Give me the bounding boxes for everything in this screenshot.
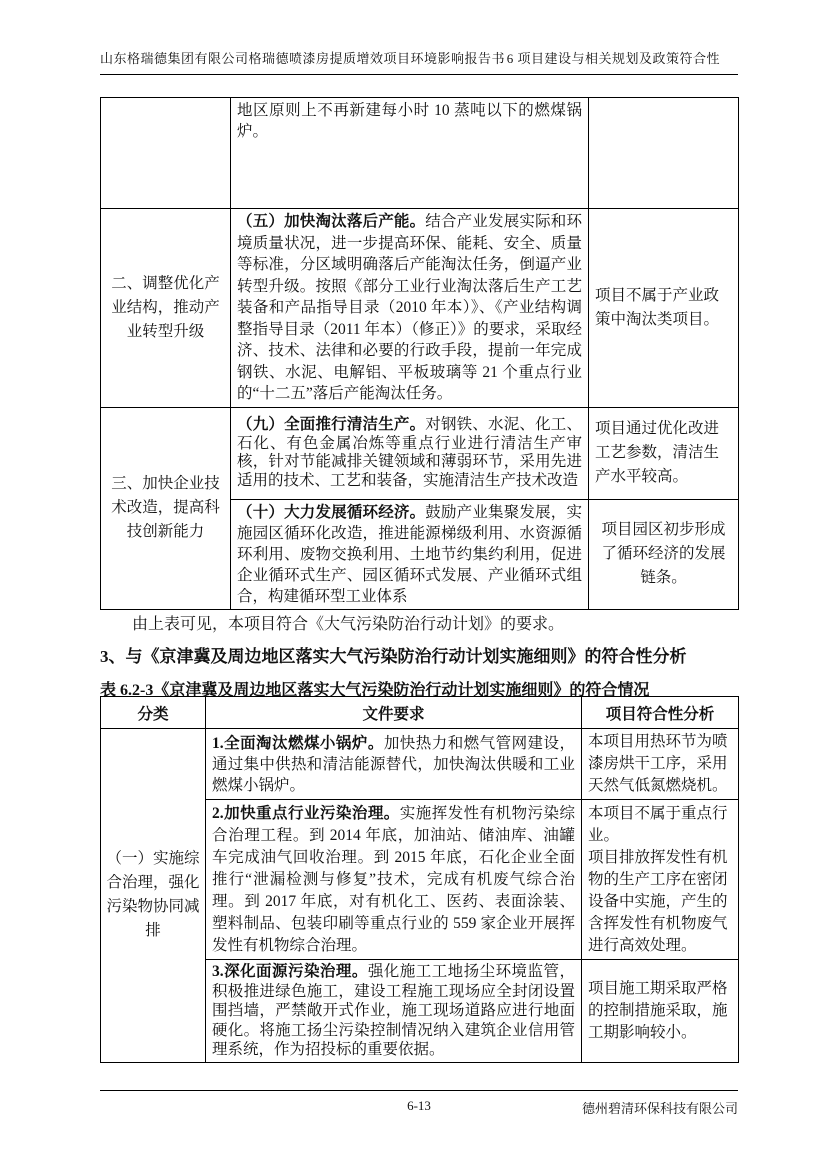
requirement-lead-text: （九）全面推行清洁生产。	[237, 416, 426, 433]
t1-row3-category-cell: 三、加快企业技术改造，提高科技创新能力	[101, 407, 231, 609]
t1-row2-requirement-cell	[231, 209, 589, 408]
t2-merged-category-cell: （一）实施综合治理，强化污染物协同减排	[101, 729, 206, 1063]
policy-compliance-table	[100, 97, 739, 610]
header-document-title: 山东格瑞德集团有限公司格瑞德喷漆房提质增效项目环境影响报告书	[100, 51, 506, 66]
footer-company-name: 德州碧清环保科技有限公司	[581, 1101, 738, 1116]
requirement-lead-text: 2.加快重点行业污染治理。	[212, 804, 400, 822]
table-row	[101, 209, 739, 408]
requirement-lead-text: 1.全面淘汰燃煤小锅炉。	[212, 734, 384, 752]
t1-row3b-analysis-cell: 项目园区初步形成了循环经济的发展链条。	[589, 499, 739, 609]
jingjinji-compliance-table	[100, 696, 739, 1063]
t2-header-category: 分类	[101, 697, 206, 729]
t1-row2-category-cell: 二、调整优化产业结构，推动产业转型升级	[101, 209, 231, 408]
requirement-body-text: 鼓励产业集聚发展，实施园区循环化改造，推进能源梯级利用、水资源循环利用、废物交换利用、土地节约集约利用，促进企业循环式生产、园区循环式发展、产业循环式组合，构建循环型工业体系	[237, 503, 582, 605]
t2-row1-analysis-cell: 本项目用热环节为喷漆房烘干工序，采用天然气低氮燃烧机。	[582, 729, 739, 800]
table2-caption: 表 6.2-3《京津冀及周边地区落实大气污染防治行动计划实施细则》的符合情况	[100, 682, 650, 699]
page-footer	[100, 1090, 738, 1116]
section-heading: 3、与《京津冀及周边地区落实大气污染防治行动计划实施细则》的符合性分析	[100, 647, 687, 666]
conclusion-paragraph: 由上表可见，本项目符合《大气污染防治行动计划》的要求。	[132, 616, 565, 633]
t2-row2-analysis-cell	[582, 800, 739, 960]
requirement-lead-text: 3.深化面源污染治理。	[212, 963, 368, 980]
table-header-row	[101, 697, 739, 729]
t1-row1-analysis-cell	[589, 98, 739, 209]
t2-header-analysis: 项目符合性分析	[582, 697, 739, 729]
requirement-body-text: 强化施工工地扬尘环境监管，积极推进绿色施工，建设工程施工现场应全封闭设置围挡墙，严禁敞开式作业，施工现场道路应进行地面硬化。将施工扬尘污染控制情况纳入建筑企业信用管理系统，作为招投标的重要依据。	[212, 963, 575, 1058]
requirement-lead-text: （十）大力发展循环经济。	[237, 503, 426, 521]
table-row	[101, 407, 739, 499]
t1-row1-requirement-cell: 地区原则上不再新建每小时 10 蒸吨以下的燃煤锅炉。	[231, 98, 589, 209]
t1-row2-analysis-cell: 项目不属于产业政策中淘汰类项目。	[589, 209, 739, 408]
requirement-body-text: 加快热力和燃气管网建设，通过集中供热和清洁能源替代，加快淘汰供暖和工业燃煤小锅炉。	[212, 734, 575, 794]
t2-row2-requirement-cell	[206, 800, 582, 960]
analysis-paragraph: 项目排放挥发性有机物的生产工序在密闭设备中实施，产生的含挥发性有机物废气进行高效处理。	[588, 849, 728, 954]
t2-header-requirement: 文件要求	[206, 697, 582, 729]
t1-row3b-requirement-cell	[231, 499, 589, 609]
header-chapter-title: 6 项目建设与相关规划及政策符合性	[506, 51, 720, 66]
requirement-body-text: 结合产业发展实际和环境质量状况，进一步提高环保、能耗、安全、质量等标准，分区域明确落后产能淘汰任务，倒逼产业转型升级。按照《部分工业行业淘汰落后生产工艺装备和产品指导目录（2010 年本）》、《产业结构调整指导目录（2011 年本）（修正）》的要求，采取经济、技术、法律和必要的行政手段，提前一年完成钢铁、水泥、电解铝、平板玻璃等 21 个重点行业的“十二五”落后产能淘汰任务。	[237, 213, 582, 402]
requirement-body-text: 对钢铁、水泥、化工、石化、有色金属冶炼等重点行业进行清洁生产审核，针对节能减排关键领域和薄弱环节，采用先进适用的技术、工艺和装备，实施清洁生产技术改造	[237, 416, 582, 489]
requirement-body-text: 实施挥发性有机物污染综合治理工程。到 2014 年底，加油站、储油库、油罐车完成油气回收治理。到 2015 年底，石化企业全面推行“泄漏检测与修复”技术，完成有机废气综合治理。到 2017 年底，对有机化工、医药、表面涂装、塑料制品、包装印刷等重点行业的 559 家企业开展挥发性有机物综合治理。	[212, 804, 575, 954]
t1-row3a-analysis-cell: 项目通过优化改进工艺参数，清洁生产水平较高。	[589, 407, 739, 499]
table-row	[101, 729, 739, 800]
table-row	[101, 98, 739, 209]
page-number: 6-13	[407, 1098, 431, 1113]
page-header	[100, 48, 738, 75]
t1-row1-category-cell	[101, 98, 231, 209]
analysis-paragraph: 本项目不属于重点行业。	[588, 805, 728, 844]
t1-row3a-requirement-cell	[231, 407, 589, 499]
t2-row1-requirement-cell	[206, 729, 582, 800]
t2-row3-requirement-cell	[206, 960, 582, 1063]
t2-row3-analysis-cell: 项目施工期采取严格的控制措施采取，施工期影响较小。	[582, 960, 739, 1063]
requirement-lead-text: （五）加快淘汰落后产能。	[237, 213, 426, 230]
